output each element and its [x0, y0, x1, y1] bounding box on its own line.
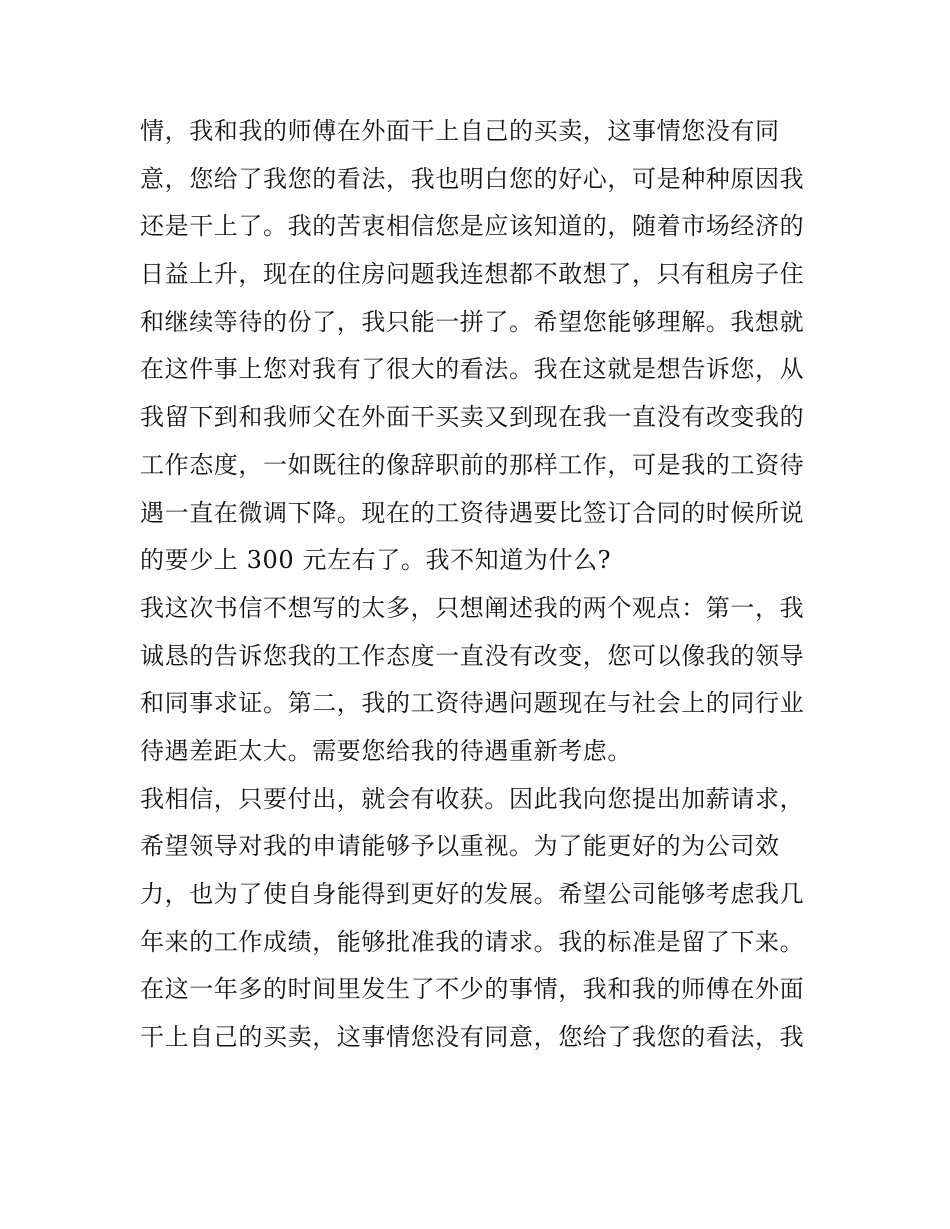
text-line: 我留下到和我师父在外面干买卖又到现在我一直没有改变我的: [140, 403, 805, 432]
text-line: 诚恳的告诉您我的工作态度一直没有改变，您可以像我的领导: [140, 641, 805, 670]
text-line: 我这次书信不想写的太多，只想阐述我的两个观点：第一，我: [140, 593, 805, 622]
text-line: 干上自己的买卖，这事情您没有同意，您给了我您的看法，我: [140, 1023, 805, 1052]
text-line: 情，我和我的师傅在外面干上自己的买卖，这事情您没有同: [140, 117, 780, 145]
text-line: 和同事求证。第二，我的工资待遇问题现在与社会上的同行业: [140, 689, 805, 718]
letter-body: [140, 108, 820, 1062]
text-line: 在这一年多的时间里发生了不少的事情，我和我的师傅在外面: [140, 975, 805, 1004]
text-line: 的要少上 300 元左右了。我不知道为什么?: [140, 546, 612, 575]
text-line: 还是干上了。我的苦衷相信您是应该知道的，随着市场经济的: [140, 212, 805, 241]
text-line: 力，也为了使自身能得到更好的发展。希望公司能够考虑我几: [140, 880, 805, 908]
text-line: 希望领导对我的申请能够予以重视。为了能更好的为公司效: [140, 832, 780, 861]
text-line: 年来的工作成绩，能够批准我的请求。我的标准是留了下来。: [140, 927, 805, 956]
text-line: 日益上升，现在的住房问题我连想都不敢想了，只有租房子住: [140, 260, 805, 289]
text-line: 意，您给了我您的看法，我也明白您的好心，可是种种原因我: [140, 164, 805, 193]
text-line: 我相信，只要付出，就会有收获。因此我向您提出加薪请求，: [140, 784, 805, 813]
text-line: 在这件事上您对我有了很大的看法。我在这就是想告诉您，从: [140, 355, 805, 384]
text-line: 遇一直在微调下降。现在的工资待遇要比签订合同的时候所说: [140, 498, 805, 527]
text-line: 和继续等待的份了，我只能一拼了。希望您能够理解。我想就: [140, 307, 805, 336]
text-line: 待遇差距太大。需要您给我的待遇重新考虑。: [140, 736, 632, 765]
text-line: 工作态度，一如既往的像辞职前的那样工作，可是我的工资待: [140, 450, 805, 479]
